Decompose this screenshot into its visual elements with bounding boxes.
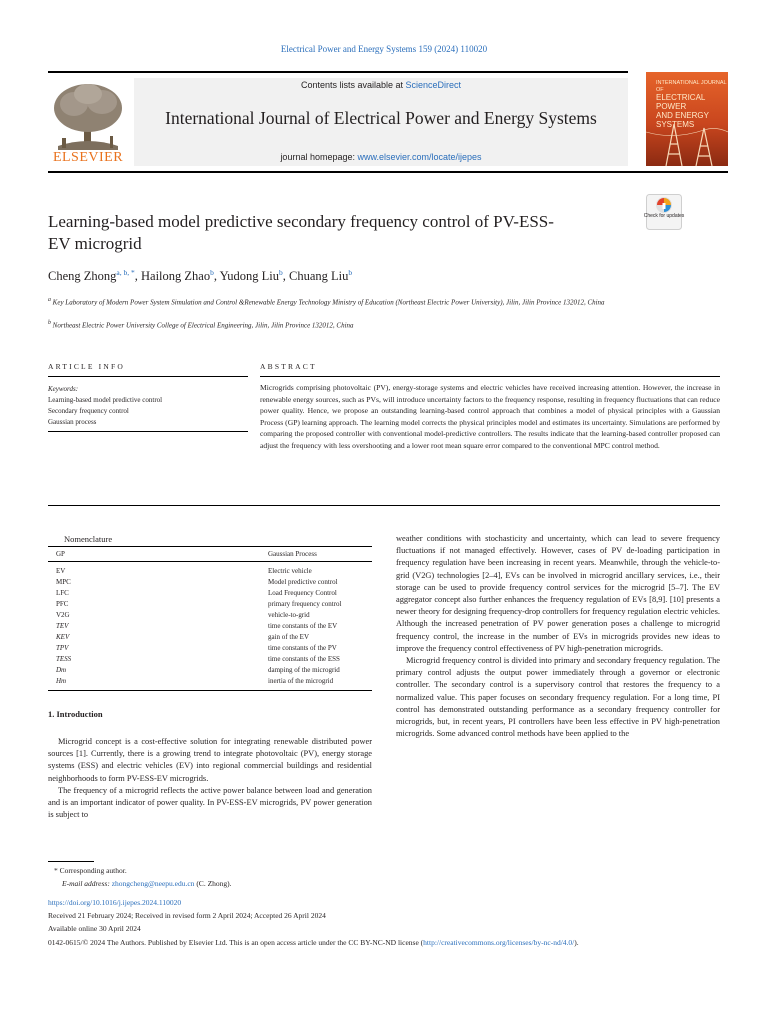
header-rule-bottom [48, 171, 728, 173]
nomenclature-row [56, 566, 366, 577]
journal-title: International Journal of Electrical Power and Energy Systems [165, 108, 597, 128]
nomenclature-symbol: Hm [56, 677, 67, 685]
cover-line: POWER [656, 102, 687, 111]
journal-reference[interactable]: Electrical Power and Energy Systems 159 (2024) 110020 [280, 44, 488, 54]
nomenclature-definition: Electric vehicle [268, 567, 312, 575]
nomenclature-row [56, 549, 366, 560]
author-name[interactable]: Yudong Liu [219, 269, 280, 284]
author-affiliation-mark[interactable]: b [348, 268, 353, 277]
contents-prefix: Contents lists available at [300, 80, 406, 90]
nomenclature-symbol: MPC [56, 578, 71, 586]
author-list: Cheng Zhong$^{a, b, *}$, Hailong Zhao$^b$, Yudong Liu$^b$, Chuang Liu$^b$ [48, 268, 353, 284]
body-paragraph: Microgrid concept is a cost-effective solution for integrating renewable distributed power sources [1]. Currently, there is a growing trend to integrate photovoltaic (PV), energy storage systems (ESS) and electric vehicles (EV) into regional commercial buildings and residential neighborhoods to form PV-ESS-EV microgrids. [48, 737, 372, 783]
nomenclature-symbol: EV [56, 567, 66, 575]
article-title: Learning-based model predictive secondary frequency control of PV-ESS-EV microgrid [48, 212, 554, 253]
nomenclature-row [56, 588, 366, 599]
elsevier-wordmark: ELSEVIER [52, 150, 124, 165]
body-paragraph: The frequency of a microgrid reflects the active power balance between load and generation and is an important indicator of power quality. In PV-ESS-EV microgrids, PV power generation is subject to [48, 785, 372, 820]
abstract-heading: ABSTRACT [260, 362, 317, 371]
nomenclature-definition: Model predictive control [268, 578, 338, 586]
received-dates: Received 21 February 2024; Received in revised form 2 April 2024; Accepted 26 April 2024 [48, 911, 326, 920]
article-info-rule [48, 376, 248, 377]
author-name[interactable]: Hailong Zhao [141, 269, 211, 284]
contents-line [134, 80, 628, 90]
nomenclature-symbol: TEV [56, 622, 69, 630]
body-column-right [396, 533, 720, 740]
nomenclature-definition: time constants of the EV [268, 622, 338, 630]
license-link[interactable]: http://creativecommons.org/licenses/by-nc-nd/4.0/ [423, 938, 575, 947]
corresponding-author-text: Corresponding author. [59, 866, 127, 875]
cover-line: SYSTEMS [656, 120, 695, 129]
email-owner: (C. Zhong). [196, 879, 232, 888]
nomenclature-definition: vehicle-to-grid [268, 611, 310, 619]
license-note [48, 937, 720, 949]
check-for-updates-label[interactable]: Check for updates [643, 213, 685, 219]
nomenclature-row [56, 577, 366, 588]
nomenclature-symbol: LFC [56, 589, 69, 597]
nomenclature-row [56, 599, 366, 610]
nomenclature-row [56, 676, 366, 687]
nomenclature-row [56, 632, 366, 643]
article-info-heading: ARTICLE INFO [48, 362, 125, 371]
email-link[interactable]: zhongcheng@neepu.edu.cn [111, 879, 195, 888]
introduction-heading: 1. Introduction [48, 709, 103, 719]
keywords-rule [48, 431, 248, 432]
homepage-prefix: journal homepage: [280, 152, 358, 162]
keywords-label: Keywords: [48, 385, 79, 393]
homepage-line [134, 152, 628, 162]
author-affiliation-mark[interactable]: b [279, 268, 283, 277]
cover-pylon-graphic [646, 118, 728, 166]
nomenclature-row [56, 654, 366, 665]
license-text: 0142-0615/© 2024 The Authors. Published by Elsevier Ltd. This is an open access article under the CC BY-NC-ND license ( [48, 938, 424, 947]
keywords-block [48, 384, 162, 428]
abstract-rule [260, 376, 720, 377]
author-affiliation-mark[interactable]: a, b, * [116, 268, 135, 277]
nomenclature-definition: damping of the microgrid [268, 666, 340, 674]
nomenclature-symbol: TESS [56, 655, 72, 663]
affiliation-b [48, 318, 688, 331]
nomenclature-row [56, 610, 366, 621]
journal-homepage-link[interactable]: www.elsevier.com/locate/ijepes [357, 152, 482, 162]
affiliation-mark: a [48, 297, 51, 303]
nomenclature-definition: primary frequency control [268, 600, 342, 608]
corresponding-author-note: * Corresponding author. [54, 866, 127, 875]
affiliation-text: Key Laboratory of Modern Power System Simulation and Control &Renewable Energy Technology Ministry of Education (Northeast Electric Power University), Jilin, Jilin Province 132012, China [52, 298, 605, 307]
header-rule-top [48, 71, 628, 73]
cover-line: INTERNATIONAL JOURNAL OF [656, 80, 727, 93]
footnote-rule [48, 861, 94, 862]
nomenclature-symbol: V2G [56, 611, 70, 619]
nomenclature-symbol: Dm [56, 666, 67, 674]
nomenclature-definition: gain of the EV [268, 633, 310, 641]
nomenclature-row [56, 665, 366, 676]
author-name[interactable]: Cheng Zhong [48, 269, 117, 284]
affiliation-mark: b [48, 320, 51, 326]
nomenclature-symbol: PFC [56, 600, 69, 608]
nomenclature-symbol: TPV [56, 644, 69, 652]
affiliation-text: Northeast Electric Power University College of Electrical Engineering, Jilin, Jilin Province 132012, China [52, 321, 354, 330]
journal-cover-image[interactable] [646, 72, 728, 166]
section-divider [48, 505, 720, 506]
nomenclature-title: Nomenclature [64, 534, 113, 544]
nomenclature-symbol: GP [56, 550, 65, 558]
nomenclature-definition: time constants of the PV [268, 644, 337, 652]
keyword-item: Secondary frequency control [48, 407, 129, 415]
doi-link[interactable]: https://doi.org/10.1016/j.ijepes.2024.110020 [48, 898, 182, 907]
sciencedirect-link[interactable]: ScienceDirect [405, 80, 462, 90]
cover-line: AND ENERGY [656, 111, 709, 120]
cover-line: ELECTRICAL [656, 93, 706, 102]
email-label: E-mail address: [62, 879, 110, 888]
abstract-text: Microgrids comprising photovoltaic (PV), energy-storage systems and electric vehicles have received increasing attention. However, the increase in renewable energy sources, such as PVs, will introduce uncertainty factors to the frequency response, resulting in frequency fluctuations that can reduce power quality. Hence, we propose an outstanding learning-based control approach that combines a model of physical principles with a Gaussian Process (GP) learning approach. The learning model corrects the physical principles model and estimates its uncertainty. Simulations are performed by comparing the proposed controller with conventional model-predictive controllers. The results indicate that the learning-based controller proposed can adjust the frequency with less overshooting and a lower root mean square error compared to the conventional MPC control method. [260, 383, 720, 450]
author-name[interactable]: Chuang Liu [289, 269, 349, 284]
nomenclature-rule [48, 546, 372, 547]
nomenclature-row [56, 643, 366, 654]
nomenclature-definition: Load Frequency Control [268, 589, 337, 597]
license-suffix: ). [574, 938, 579, 947]
body-paragraph: weather conditions with stochasticity and uncertainty, which can lead to severe frequency fluctuations if not managed effectively. However, cases of PV de-loading participation in frequency regulation have been increasing in recent years. Meanwhile, through the vehicle-to-grid (V2G) technologies [2–4], EVs can be involved in microgrid ancillary services, i.e., their storage can be used to provide frequency control services for the microgrid [5–7]. The EV aggregator concept also further enhances the frequency regulation of EVs [8,9]. [10] presents a newer theory for designing frequency-drop controllers for frequency regulation electric vehicles. Although the increased penetration of PV power generation poses a challenge to microgrid frequency control, the increase in the number of EVs in microgrids provides new ideas to improve the frequency control effectiveness of PV high-penetration microgrids. [396, 534, 720, 653]
body-column-left [48, 736, 372, 821]
email-note [62, 879, 232, 888]
author-affiliation-mark[interactable]: b [210, 268, 214, 277]
available-online: Available online 30 April 2024 [48, 924, 141, 933]
nomenclature-rule [48, 690, 372, 691]
nomenclature-definition: time constants of the ESS [268, 655, 340, 663]
check-for-updates-icon[interactable] [646, 194, 682, 230]
nomenclature-row [56, 621, 366, 632]
nomenclature-definition: inertia of the microgrid [268, 677, 334, 685]
nomenclature-rule [48, 561, 372, 562]
body-paragraph: Microgrid frequency control is divided into primary and secondary frequency regulation. The primary control adjusts the output power immediately through a governor or electronic controller. The secondary control is a supervisory control that restores the frequency to a normalized value. This paper focuses on secondary frequency regulation. For a long time, PI control has demonstrated outstanding performance as a secondary frequency controller for microgrids, but, in recent years, PI controllers have been less effective in PV high-penetration microgrids. Some advanced control methods have been applied to the [396, 656, 720, 739]
nomenclature-definition: Gaussian Process [268, 550, 317, 558]
keyword-item: Gaussian process [48, 418, 97, 426]
affiliation-a [48, 295, 688, 308]
keyword-item: Learning-based model predictive control [48, 396, 163, 404]
nomenclature-symbol: KEV [56, 633, 70, 641]
